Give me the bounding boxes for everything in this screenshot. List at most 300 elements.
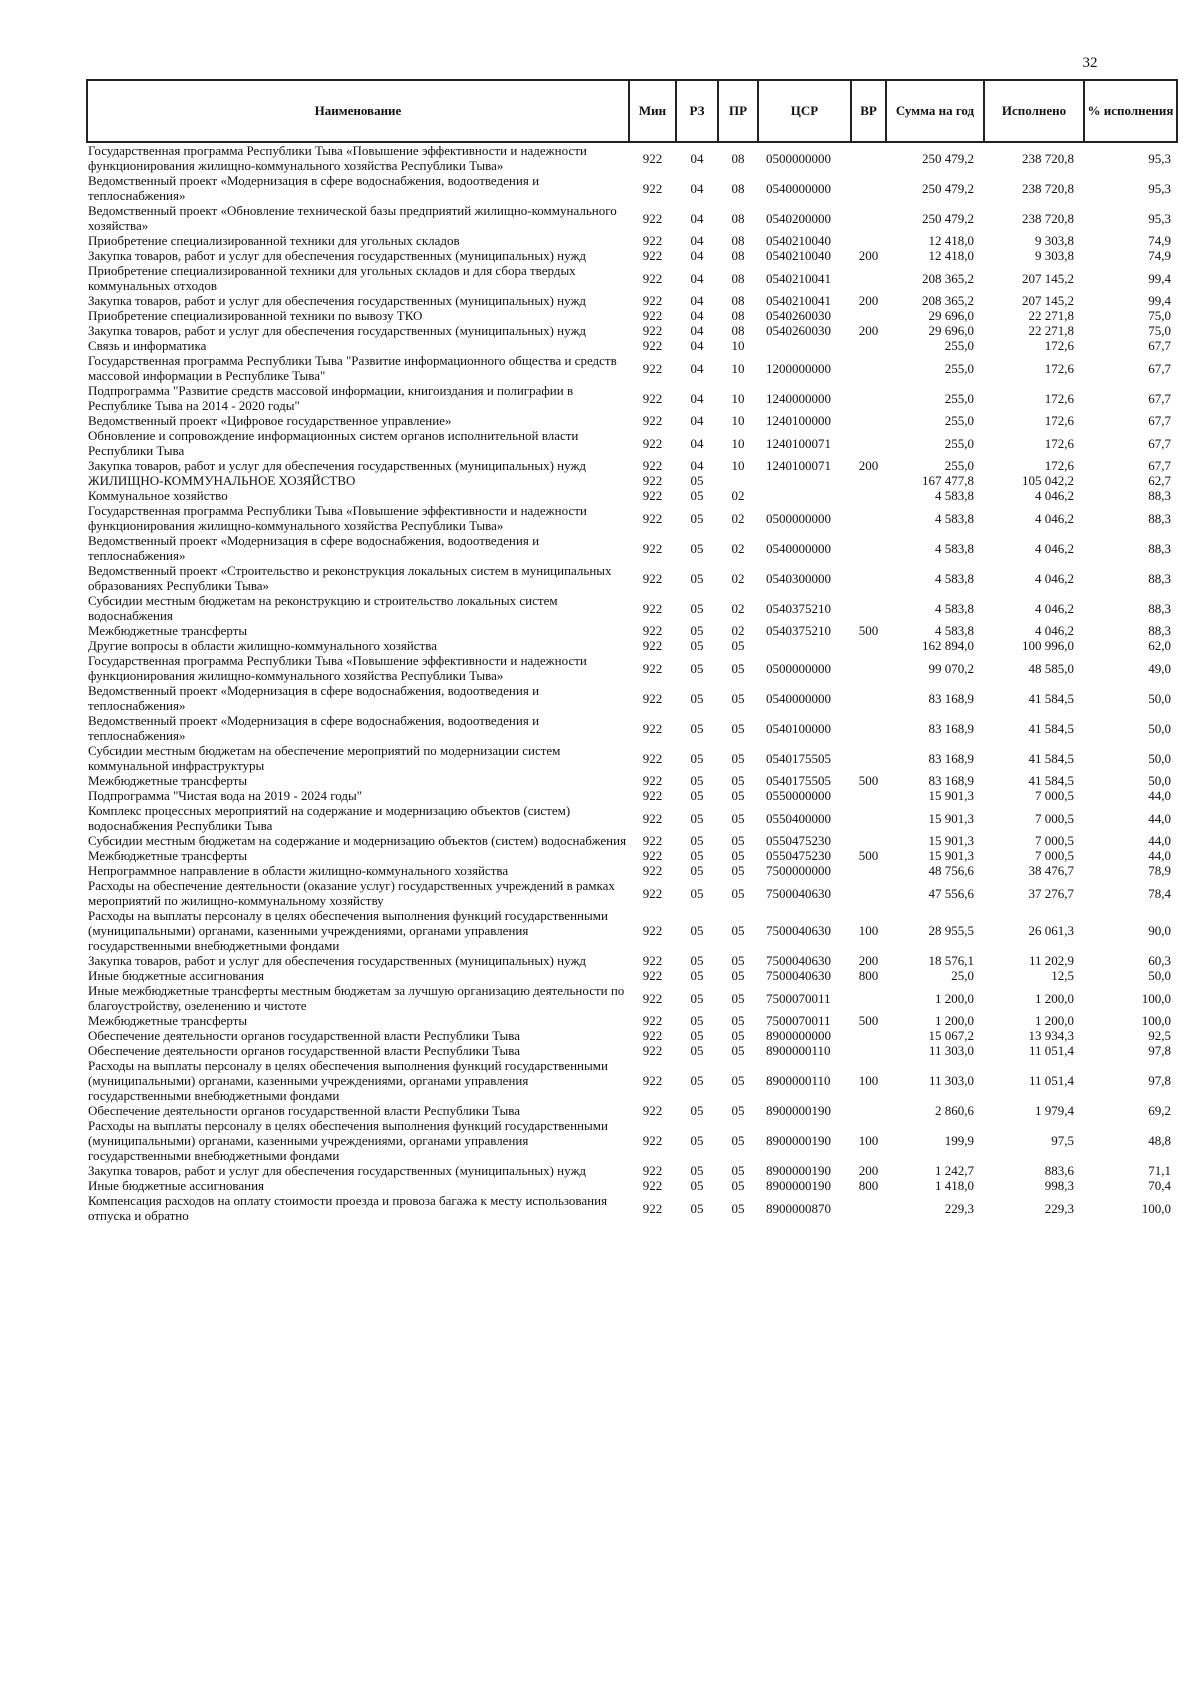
cell-vr bbox=[851, 338, 886, 353]
cell-name: Обновление и сопровождение информационных систем органов исполнительной власти Республики Тыва bbox=[88, 428, 579, 458]
cell-pr: 05 bbox=[731, 660, 745, 676]
cell-csr: 7500070011 bbox=[766, 1013, 831, 1028]
cell-vr bbox=[851, 308, 886, 323]
cell-sum: 11 303,0 bbox=[928, 1043, 974, 1058]
cell-vr bbox=[851, 1193, 886, 1223]
cell-min: 922 bbox=[642, 690, 663, 706]
cell-name: Иные бюджетные ассигнования bbox=[88, 968, 265, 983]
cell-pct: 100,0 bbox=[1141, 990, 1171, 1006]
cell-csr: 0540210040 bbox=[766, 248, 831, 263]
cell-vr bbox=[851, 473, 886, 488]
table-row bbox=[87, 142, 1177, 173]
cell-rz: 05 bbox=[690, 788, 704, 803]
cell-pct: 95,3 bbox=[1148, 150, 1171, 166]
cell-csr bbox=[758, 488, 851, 503]
header-csr: ЦСР bbox=[758, 80, 851, 142]
table-row bbox=[87, 533, 1177, 563]
cell-name: ЖИЛИЩНО-КОММУНАЛЬНОЕ ХОЗЯЙСТВО bbox=[88, 473, 356, 488]
cell-pct: 50,0 bbox=[1148, 750, 1171, 766]
cell-pr: 05 bbox=[731, 923, 745, 938]
cell-pct: 75,0 bbox=[1148, 323, 1171, 338]
cell-vr: 200 bbox=[858, 953, 879, 968]
table-row bbox=[87, 308, 1177, 323]
cell-pr: 05 bbox=[731, 1028, 745, 1043]
cell-rz: 04 bbox=[690, 180, 704, 196]
cell-done: 172,6 bbox=[1044, 413, 1074, 428]
cell-csr: 8900000870 bbox=[766, 1200, 831, 1216]
cell-done: 41 584,5 bbox=[1028, 750, 1074, 766]
cell-name: Обеспечение деятельности органов государственной власти Республики Тыва bbox=[88, 1028, 520, 1043]
cell-pr: 02 bbox=[731, 570, 745, 586]
table-row bbox=[87, 503, 1177, 533]
cell-min: 922 bbox=[642, 473, 663, 488]
cell-pr: 08 bbox=[731, 210, 745, 226]
cell-min: 922 bbox=[642, 968, 663, 983]
table-row bbox=[87, 1178, 1177, 1193]
cell-csr bbox=[758, 338, 851, 353]
cell-pct: 88,3 bbox=[1148, 540, 1171, 556]
cell-vr: 500 bbox=[858, 848, 879, 863]
cell-done: 998,3 bbox=[1044, 1178, 1074, 1193]
cell-sum: 15 901,3 bbox=[928, 810, 974, 826]
cell-pr: 10 bbox=[731, 413, 745, 428]
cell-min: 922 bbox=[642, 1103, 663, 1118]
cell-csr: 1240100071 bbox=[766, 435, 831, 451]
cell-done: 207 145,2 bbox=[1022, 293, 1074, 308]
table-row bbox=[87, 803, 1177, 833]
cell-vr bbox=[851, 788, 886, 803]
table-row bbox=[87, 413, 1177, 428]
cell-vr bbox=[851, 533, 886, 563]
cell-vr: 200 bbox=[858, 323, 879, 338]
cell-sum: 1 418,0 bbox=[935, 1178, 974, 1193]
cell-vr: 500 bbox=[858, 773, 879, 788]
cell-sum: 11 303,0 bbox=[928, 1073, 974, 1088]
cell-pct: 88,3 bbox=[1148, 570, 1171, 586]
cell-sum: 250 479,2 bbox=[922, 210, 974, 226]
cell-sum: 15 901,3 bbox=[928, 788, 974, 803]
cell-min: 922 bbox=[642, 623, 663, 638]
cell-name: Межбюджетные трансферты bbox=[88, 848, 248, 863]
cell-min: 922 bbox=[642, 540, 663, 556]
cell-done: 238 720,8 bbox=[1022, 180, 1074, 196]
cell-vr bbox=[851, 383, 886, 413]
cell-min: 922 bbox=[642, 863, 663, 878]
cell-name: Иные межбюджетные трансферты местным бюджетам за лучшую организацию деятельности по благоустройству, озеленению и чистоте bbox=[88, 983, 625, 1013]
cell-csr: 7500000000 bbox=[766, 863, 831, 878]
cell-rz: 04 bbox=[690, 435, 704, 451]
cell-rz: 05 bbox=[690, 1163, 704, 1178]
header-vr: ВР bbox=[851, 80, 886, 142]
cell-rz: 05 bbox=[690, 1178, 704, 1193]
table-row bbox=[87, 623, 1177, 638]
cell-vr bbox=[851, 413, 886, 428]
cell-csr: 0540300000 bbox=[766, 570, 831, 586]
cell-pct: 49,0 bbox=[1148, 660, 1171, 676]
table-row bbox=[87, 833, 1177, 848]
cell-rz: 05 bbox=[690, 848, 704, 863]
cell-vr: 500 bbox=[858, 623, 879, 638]
cell-min: 922 bbox=[642, 1163, 663, 1178]
cell-min: 922 bbox=[642, 413, 663, 428]
cell-rz: 05 bbox=[690, 863, 704, 878]
cell-sum: 255,0 bbox=[944, 390, 974, 406]
cell-sum: 83 168,9 bbox=[928, 750, 974, 766]
cell-sum: 29 696,0 bbox=[928, 323, 974, 338]
table-row bbox=[87, 638, 1177, 653]
cell-csr: 8900000190 bbox=[766, 1133, 831, 1148]
cell-sum: 250 479,2 bbox=[922, 180, 974, 196]
cell-name: Закупка товаров, работ и услуг для обеспечения государственных (муниципальных) нужд bbox=[88, 1163, 587, 1178]
cell-pct: 67,7 bbox=[1148, 338, 1171, 353]
cell-name: Непрограммное направление в области жилищно-коммунального хозяйства bbox=[88, 863, 509, 878]
cell-pr: 05 bbox=[731, 810, 745, 826]
cell-name: Ведомственный проект «Обновление технической базы предприятий жилищно-коммунального хозяйства» bbox=[88, 203, 617, 233]
cell-pct: 88,3 bbox=[1148, 510, 1171, 526]
cell-csr: 1240100071 bbox=[766, 458, 831, 473]
table-row bbox=[87, 653, 1177, 683]
cell-rz: 05 bbox=[690, 923, 704, 938]
cell-name: Обеспечение деятельности органов государственной власти Республики Тыва bbox=[88, 1043, 520, 1058]
cell-pr: 05 bbox=[731, 1133, 745, 1148]
table-row bbox=[87, 1013, 1177, 1028]
cell-vr: 200 bbox=[858, 248, 879, 263]
cell-vr bbox=[851, 653, 886, 683]
cell-sum: 4 583,8 bbox=[935, 510, 974, 526]
cell-pct: 97,8 bbox=[1148, 1073, 1171, 1088]
cell-done: 7 000,5 bbox=[1035, 848, 1074, 863]
cell-done: 11 051,4 bbox=[1028, 1073, 1074, 1088]
cell-rz: 05 bbox=[690, 720, 704, 736]
cell-pr: 05 bbox=[731, 720, 745, 736]
cell-done: 100 996,0 bbox=[1022, 638, 1074, 653]
cell-name: Межбюджетные трансферты bbox=[88, 1013, 248, 1028]
cell-pr: 02 bbox=[731, 510, 745, 526]
cell-pct: 97,8 bbox=[1148, 1043, 1171, 1058]
cell-done: 97,5 bbox=[1051, 1133, 1074, 1148]
cell-min: 922 bbox=[642, 788, 663, 803]
cell-pct: 88,3 bbox=[1148, 623, 1171, 638]
cell-pct: 50,0 bbox=[1148, 690, 1171, 706]
cell-pr: 02 bbox=[731, 600, 745, 616]
table-row bbox=[87, 323, 1177, 338]
cell-sum: 255,0 bbox=[944, 458, 974, 473]
table-row bbox=[87, 683, 1177, 713]
cell-csr bbox=[758, 473, 851, 488]
cell-vr: 500 bbox=[858, 1013, 879, 1028]
cell-vr bbox=[851, 173, 886, 203]
cell-name: Субсидии местным бюджетам на содержание и модернизацию объектов (систем) водоснабжения bbox=[88, 833, 627, 848]
cell-sum: 28 955,5 bbox=[928, 923, 974, 938]
table-row bbox=[87, 488, 1177, 503]
cell-rz: 04 bbox=[690, 233, 704, 248]
cell-name: Коммунальное хозяйство bbox=[88, 488, 228, 503]
cell-pr: 10 bbox=[731, 390, 745, 406]
cell-csr: 0500000000 bbox=[766, 660, 831, 676]
cell-min: 922 bbox=[642, 1028, 663, 1043]
cell-done: 9 303,8 bbox=[1035, 233, 1074, 248]
cell-done: 172,6 bbox=[1044, 360, 1074, 376]
table-row bbox=[87, 968, 1177, 983]
cell-pr: 05 bbox=[731, 1043, 745, 1058]
cell-pr: 05 bbox=[731, 1163, 745, 1178]
cell-rz: 05 bbox=[690, 1013, 704, 1028]
cell-pct: 67,7 bbox=[1148, 458, 1171, 473]
cell-rz: 04 bbox=[690, 210, 704, 226]
cell-pr: 10 bbox=[731, 360, 745, 376]
cell-rz: 04 bbox=[690, 270, 704, 286]
table-row bbox=[87, 1193, 1177, 1223]
cell-csr: 8900000000 bbox=[766, 1028, 831, 1043]
table-row bbox=[87, 983, 1177, 1013]
cell-done: 4 046,2 bbox=[1035, 488, 1074, 503]
cell-done: 11 202,9 bbox=[1028, 953, 1074, 968]
header-sum: Сумма на год bbox=[886, 80, 984, 142]
cell-vr: 200 bbox=[858, 1163, 879, 1178]
cell-csr: 0550475230 bbox=[766, 833, 831, 848]
table-row bbox=[87, 353, 1177, 383]
cell-rz: 05 bbox=[690, 833, 704, 848]
cell-min: 922 bbox=[642, 323, 663, 338]
cell-vr bbox=[851, 683, 886, 713]
cell-done: 7 000,5 bbox=[1035, 810, 1074, 826]
cell-min: 922 bbox=[642, 488, 663, 503]
cell-rz: 05 bbox=[690, 750, 704, 766]
cell-csr: 0540260030 bbox=[766, 323, 831, 338]
cell-min: 922 bbox=[642, 600, 663, 616]
cell-sum: 83 168,9 bbox=[928, 690, 974, 706]
table-row bbox=[87, 248, 1177, 263]
table-row bbox=[87, 1118, 1177, 1163]
cell-pr: 08 bbox=[731, 293, 745, 308]
cell-sum: 255,0 bbox=[944, 360, 974, 376]
cell-min: 922 bbox=[642, 338, 663, 353]
cell-sum: 83 168,9 bbox=[928, 720, 974, 736]
cell-pct: 74,9 bbox=[1148, 248, 1171, 263]
cell-name: Государственная программа Республики Тыва «Повышение эффективности и надежности функционирования жилищно-коммунального хозяйства Республики Тыва» bbox=[88, 143, 587, 173]
cell-sum: 15 901,3 bbox=[928, 848, 974, 863]
cell-pct: 75,0 bbox=[1148, 308, 1171, 323]
cell-rz: 04 bbox=[690, 338, 704, 353]
cell-pr bbox=[718, 473, 758, 488]
cell-rz: 05 bbox=[690, 600, 704, 616]
cell-rz: 04 bbox=[690, 413, 704, 428]
cell-name: Расходы на обеспечение деятельности (оказание услуг) государственных учреждений в рамках мероприятий по жилищно-коммунальному хозяйству bbox=[88, 878, 615, 908]
cell-done: 7 000,5 bbox=[1035, 788, 1074, 803]
cell-vr: 800 bbox=[858, 1178, 879, 1193]
cell-sum: 18 576,1 bbox=[928, 953, 974, 968]
cell-csr: 0540210041 bbox=[766, 270, 831, 286]
cell-pr: 08 bbox=[731, 180, 745, 196]
cell-pct: 88,3 bbox=[1148, 488, 1171, 503]
cell-pr: 05 bbox=[731, 750, 745, 766]
cell-name: Компенсация расходов на оплату стоимости проезда и провоза багажа к месту использования отпуска и обратно bbox=[88, 1193, 608, 1223]
cell-pct: 78,4 bbox=[1148, 885, 1171, 901]
cell-sum: 1 200,0 bbox=[935, 1013, 974, 1028]
cell-rz: 05 bbox=[690, 570, 704, 586]
cell-min: 922 bbox=[642, 570, 663, 586]
cell-min: 922 bbox=[642, 233, 663, 248]
cell-done: 26 061,3 bbox=[1028, 923, 1074, 938]
cell-name: Приобретение специализированной техники по вывозу ТКО bbox=[88, 308, 423, 323]
cell-done: 238 720,8 bbox=[1022, 150, 1074, 166]
cell-name: Государственная программа Республики Тыва «Повышение эффективности и надежности функционирования жилищно-коммунального хозяйства Республики Тыва» bbox=[88, 503, 587, 533]
cell-done: 172,6 bbox=[1044, 338, 1074, 353]
cell-pr: 10 bbox=[731, 338, 745, 353]
header-name: Наименование bbox=[87, 80, 629, 142]
cell-min: 922 bbox=[642, 1013, 663, 1028]
cell-vr: 200 bbox=[858, 293, 879, 308]
cell-min: 922 bbox=[642, 1133, 663, 1148]
table-header bbox=[87, 80, 1177, 142]
cell-min: 922 bbox=[642, 293, 663, 308]
table-row bbox=[87, 863, 1177, 878]
cell-pct: 44,0 bbox=[1148, 788, 1171, 803]
cell-name: Приобретение специализированной техники для угольных складов bbox=[88, 233, 460, 248]
cell-rz: 04 bbox=[690, 293, 704, 308]
cell-pr: 05 bbox=[731, 1178, 745, 1193]
cell-pr: 08 bbox=[731, 323, 745, 338]
cell-done: 4 046,2 bbox=[1035, 600, 1074, 616]
cell-sum: 250 479,2 bbox=[922, 150, 974, 166]
cell-pr: 05 bbox=[731, 1013, 745, 1028]
cell-csr: 0540000000 bbox=[766, 690, 831, 706]
cell-pr: 05 bbox=[731, 773, 745, 788]
cell-min: 922 bbox=[642, 150, 663, 166]
cell-pr: 02 bbox=[731, 623, 745, 638]
header-pr: ПР bbox=[718, 80, 758, 142]
table-row bbox=[87, 473, 1177, 488]
cell-sum: 1 200,0 bbox=[935, 990, 974, 1006]
cell-csr: 7500040630 bbox=[766, 968, 831, 983]
cell-pct: 78,9 bbox=[1148, 863, 1171, 878]
cell-rz: 05 bbox=[690, 488, 704, 503]
cell-csr: 8900000110 bbox=[766, 1073, 831, 1088]
cell-done: 41 584,5 bbox=[1028, 773, 1074, 788]
cell-min: 922 bbox=[642, 270, 663, 286]
cell-name: Обеспечение деятельности органов государственной власти Республики Тыва bbox=[88, 1103, 520, 1118]
cell-done: 172,6 bbox=[1044, 458, 1074, 473]
cell-rz: 05 bbox=[690, 1073, 704, 1088]
cell-pct: 44,0 bbox=[1148, 810, 1171, 826]
cell-pct: 100,0 bbox=[1141, 1013, 1171, 1028]
cell-csr: 8900000190 bbox=[766, 1178, 831, 1193]
cell-pct: 99,4 bbox=[1148, 270, 1171, 286]
cell-name: Расходы на выплаты персоналу в целях обеспечения выполнения функций государственными (муниципальными) органами, казенными учреждениями, органами управления государственными внебюджетными фондами bbox=[88, 1058, 608, 1103]
cell-done: 12,5 bbox=[1051, 968, 1074, 983]
cell-min: 922 bbox=[642, 510, 663, 526]
cell-name: Государственная программа Республики Тыва "Развитие информационного общества и средств массовой информации в Республике Тыва" bbox=[88, 353, 617, 383]
table-row bbox=[87, 1163, 1177, 1178]
cell-sum: 255,0 bbox=[944, 435, 974, 451]
table-row bbox=[87, 383, 1177, 413]
page-number: 32 bbox=[1082, 55, 1098, 71]
cell-pct: 44,0 bbox=[1148, 833, 1171, 848]
cell-pr: 05 bbox=[731, 953, 745, 968]
table-row bbox=[87, 263, 1177, 293]
table-row bbox=[87, 173, 1177, 203]
cell-done: 4 046,2 bbox=[1035, 540, 1074, 556]
cell-name: Закупка товаров, работ и услуг для обеспечения государственных (муниципальных) нужд bbox=[88, 458, 587, 473]
cell-sum: 12 418,0 bbox=[928, 248, 974, 263]
table-row bbox=[87, 593, 1177, 623]
cell-min: 922 bbox=[642, 1178, 663, 1193]
cell-rz: 05 bbox=[690, 1200, 704, 1216]
cell-rz: 05 bbox=[690, 623, 704, 638]
cell-pct: 50,0 bbox=[1148, 720, 1171, 736]
cell-rz: 04 bbox=[690, 323, 704, 338]
budget-execution-table bbox=[86, 79, 1178, 1223]
cell-csr: 0540375210 bbox=[766, 600, 831, 616]
cell-vr bbox=[851, 142, 886, 173]
cell-vr bbox=[851, 593, 886, 623]
cell-pr: 08 bbox=[731, 248, 745, 263]
cell-csr: 0540100000 bbox=[766, 720, 831, 736]
cell-name: Субсидии местным бюджетам на обеспечение мероприятий по модернизации систем коммунальной инфраструктуры bbox=[88, 743, 561, 773]
cell-vr bbox=[851, 833, 886, 848]
cell-done: 4 046,2 bbox=[1035, 623, 1074, 638]
cell-rz: 04 bbox=[690, 308, 704, 323]
cell-sum: 12 418,0 bbox=[928, 233, 974, 248]
cell-vr bbox=[851, 563, 886, 593]
cell-sum: 2 860,6 bbox=[935, 1103, 974, 1118]
cell-vr bbox=[851, 1103, 886, 1118]
cell-pr: 10 bbox=[731, 458, 745, 473]
cell-min: 922 bbox=[642, 1200, 663, 1216]
cell-pr: 05 bbox=[731, 638, 745, 653]
cell-rz: 05 bbox=[690, 1103, 704, 1118]
cell-rz: 05 bbox=[690, 510, 704, 526]
cell-name: Расходы на выплаты персоналу в целях обеспечения выполнения функций государственными (муниципальными) органами, казенными учреждениями, органами управления государственными внебюджетными фондами bbox=[88, 908, 608, 953]
cell-done: 207 145,2 bbox=[1022, 270, 1074, 286]
header-done: Исполнено bbox=[984, 80, 1084, 142]
cell-name: Приобретение специализированной техники для угольных складов и для сбора твердых коммунальных отходов bbox=[88, 263, 576, 293]
cell-csr: 7500040630 bbox=[766, 953, 831, 968]
cell-rz: 04 bbox=[690, 390, 704, 406]
cell-csr: 0540210041 bbox=[766, 293, 831, 308]
cell-vr bbox=[851, 1028, 886, 1043]
cell-min: 922 bbox=[642, 1043, 663, 1058]
cell-sum: 15 901,3 bbox=[928, 833, 974, 848]
cell-pr: 08 bbox=[731, 233, 745, 248]
cell-name: Ведомственный проект «Модернизация в сфере водоснабжения, водоотведения и теплоснабжения» bbox=[88, 533, 540, 563]
cell-name: Связь и информатика bbox=[88, 338, 207, 353]
table-row bbox=[87, 743, 1177, 773]
cell-rz: 04 bbox=[690, 248, 704, 263]
cell-sum: 48 756,6 bbox=[928, 863, 974, 878]
cell-min: 922 bbox=[642, 810, 663, 826]
cell-name: Межбюджетные трансферты bbox=[88, 773, 248, 788]
cell-csr: 0550400000 bbox=[766, 810, 831, 826]
cell-rz: 05 bbox=[690, 810, 704, 826]
cell-sum: 1 242,7 bbox=[935, 1163, 974, 1178]
table-row bbox=[87, 1058, 1177, 1103]
cell-sum: 29 696,0 bbox=[928, 308, 974, 323]
cell-vr bbox=[851, 713, 886, 743]
cell-pr: 05 bbox=[731, 885, 745, 901]
table-row bbox=[87, 293, 1177, 308]
cell-vr bbox=[851, 863, 886, 878]
cell-done: 4 046,2 bbox=[1035, 510, 1074, 526]
cell-min: 922 bbox=[642, 833, 663, 848]
cell-done: 41 584,5 bbox=[1028, 720, 1074, 736]
cell-vr bbox=[851, 803, 886, 833]
cell-name: Ведомственный проект «Модернизация в сфере водоснабжения, водоотведения и теплоснабжения» bbox=[88, 713, 540, 743]
cell-rz: 04 bbox=[690, 360, 704, 376]
cell-min: 922 bbox=[642, 720, 663, 736]
cell-vr: 200 bbox=[858, 458, 879, 473]
cell-pr: 08 bbox=[731, 308, 745, 323]
